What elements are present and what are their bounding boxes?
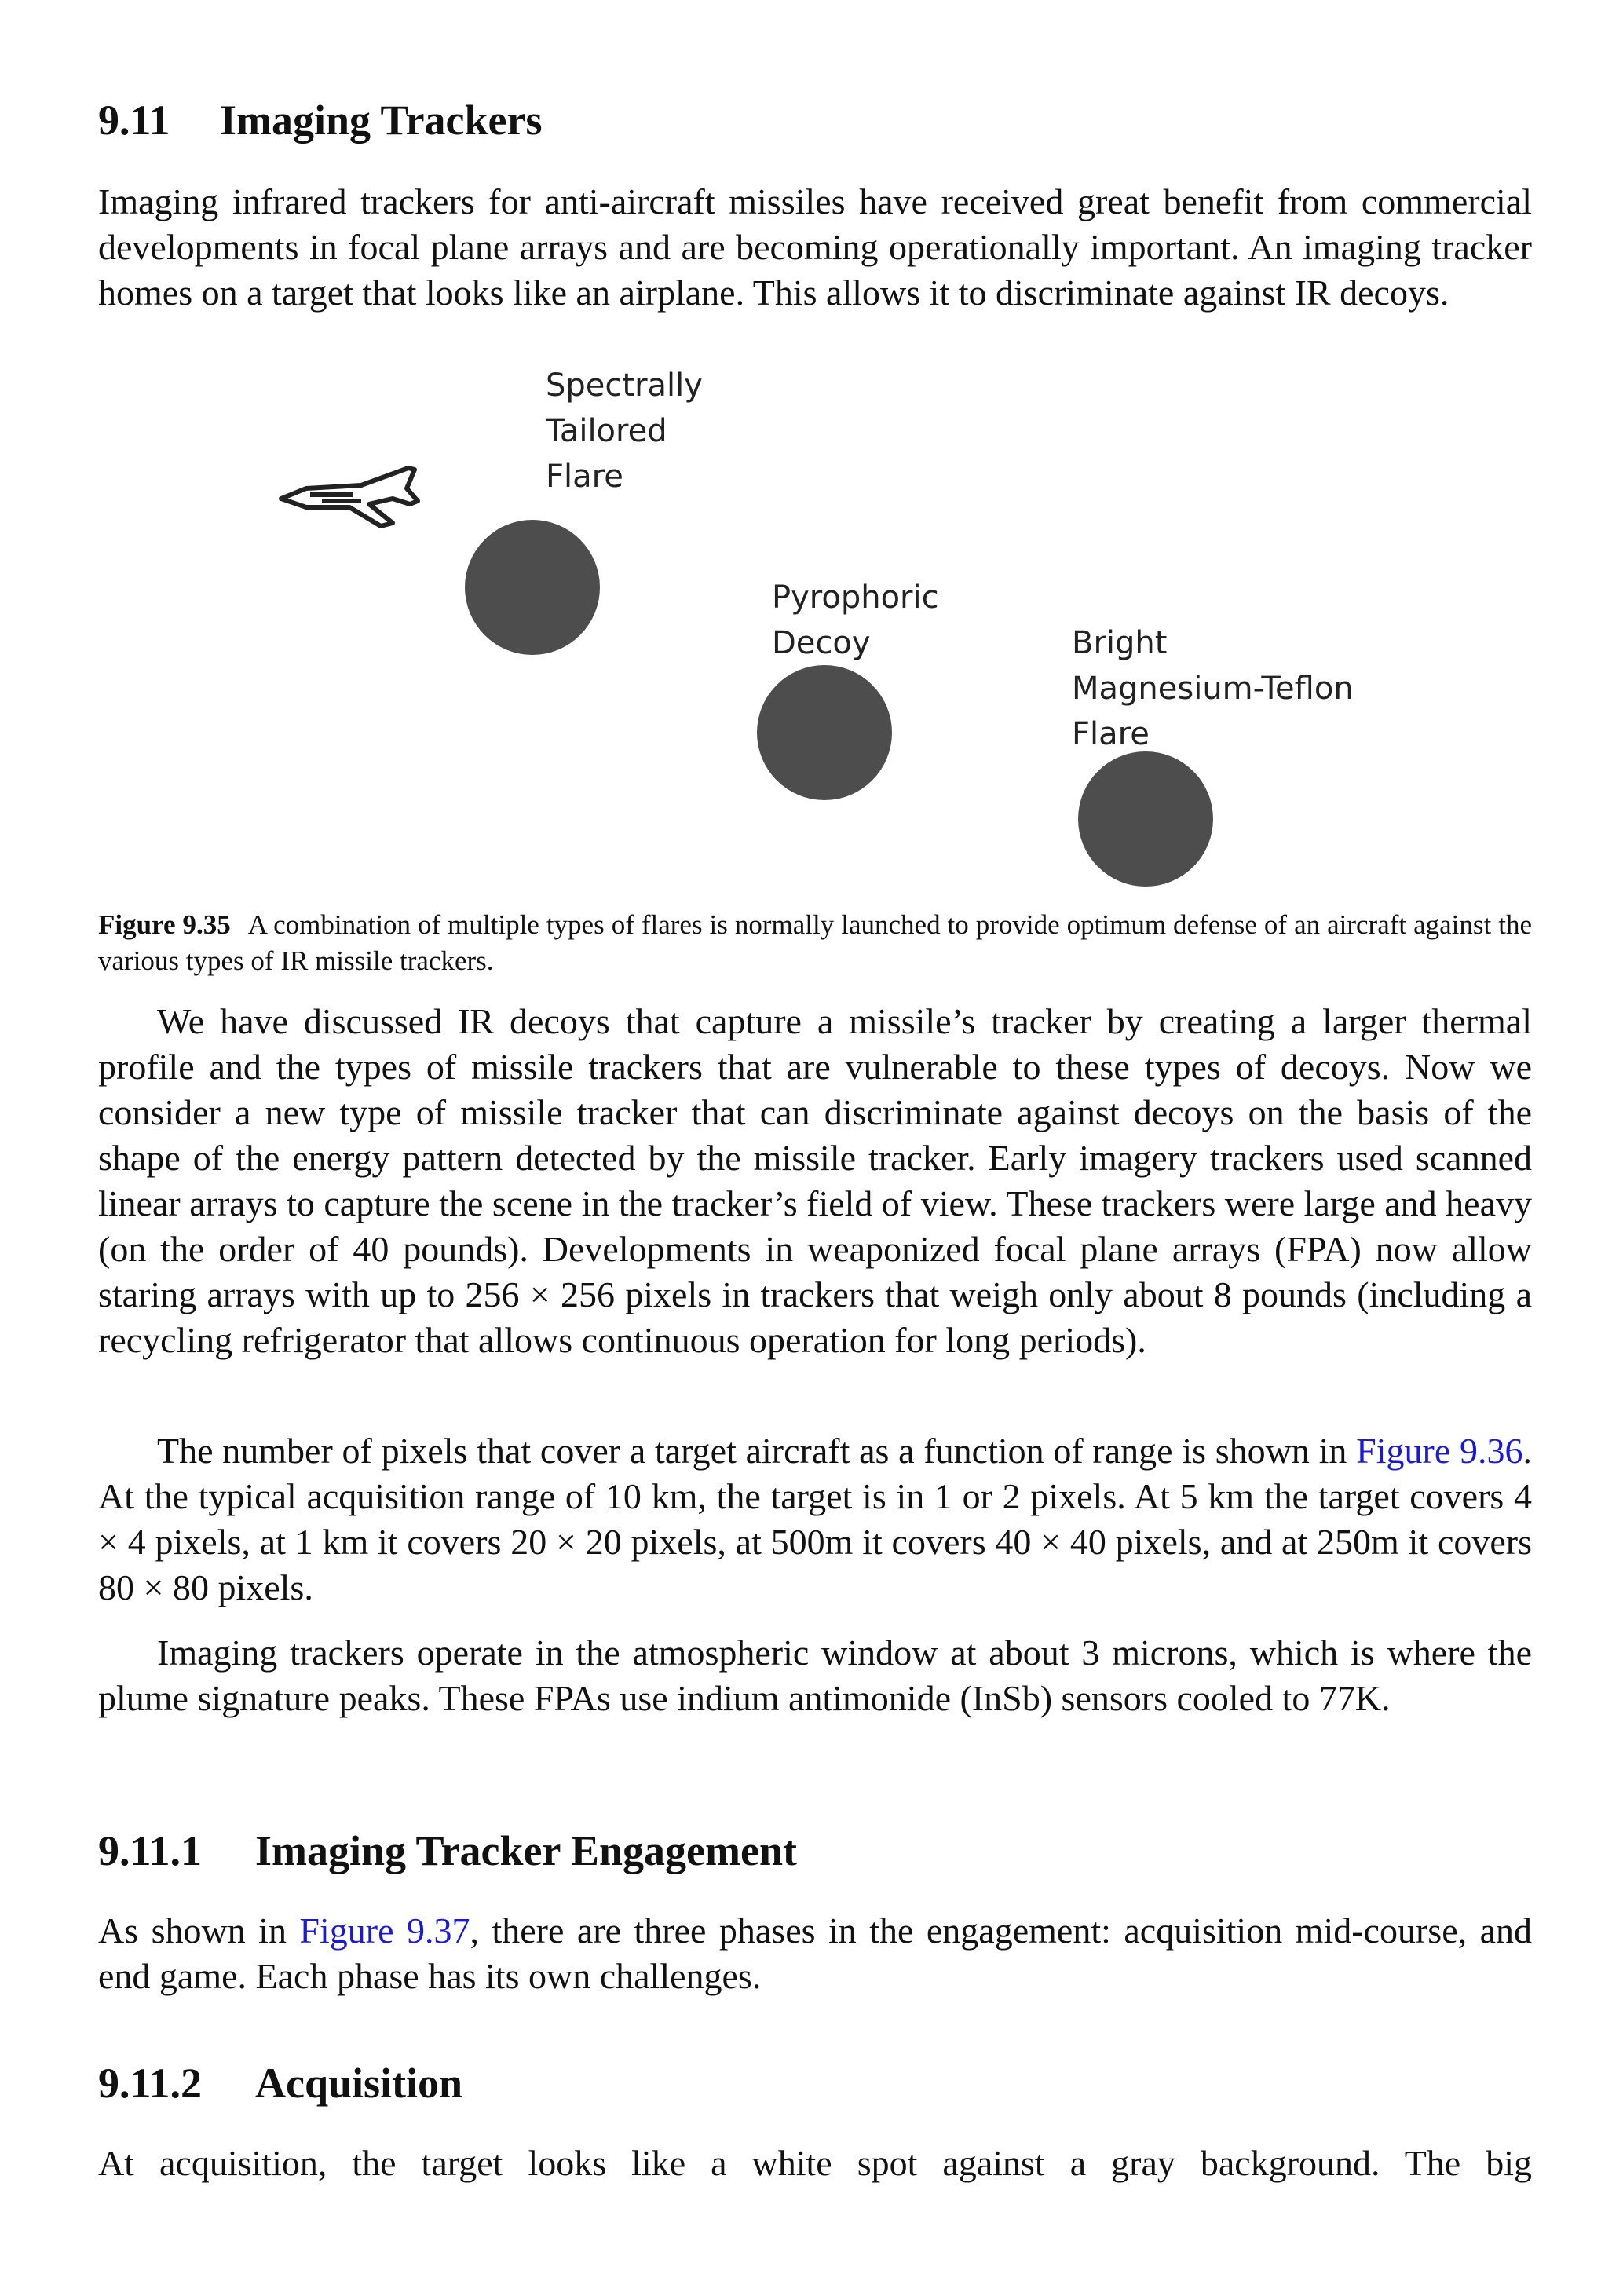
paragraph-engagement: As shown in Figure 9.37, there are three phases in the engagement: acquisition mid-course, and end game. Each phase has its own challenges. [98, 1910, 1532, 1996]
label-magnesium-teflon-flare: Bright Magnesium-Teflon Flare [1072, 625, 1354, 752]
paragraph-pixels: The number of pixels that cover a target aircraft as a function of range is shown in Figure 9.36. At the typical acquisition range of 10 km, the target is in 1 or 2 pixels. At 5 km the target covers 4 × 4 pixels, at 1 km it covers 20 × 20 pixels, at 500m it covers 40 × 40 pixels, and at 250m it covers 80 × 80 pixels. [98, 1431, 1532, 1607]
section-heading-9-11-1 [98, 1826, 797, 1875]
magnesium-teflon-flare [1078, 751, 1213, 887]
section-heading-9-11-2 [98, 2059, 462, 2108]
section-number: 9.11.2 [98, 2060, 203, 2107]
figure-9-36-link[interactable]: Figure 9.36 [1356, 1431, 1523, 1471]
figure-9-35 [98, 361, 1532, 895]
spectrally-tailored-flare [465, 520, 600, 655]
section-number: 9.11.1 [98, 1827, 203, 1874]
caption-text: A combination of multiple types of flares is normally launched to provide optimum defense of an aircraft against the various types of IR missile trackers. [98, 909, 1532, 976]
caption-label: Figure 9.35 [98, 909, 231, 940]
paragraph-acquisition: At acquisition, the target looks like a white spot against a gray background. The big [98, 2143, 1532, 2183]
label-spectrally-tailored-flare: Spectrally Tailored Flare [546, 367, 703, 495]
section-title: Imaging Trackers [220, 97, 543, 144]
figure-caption [98, 907, 1532, 979]
section-title: Imaging Tracker Engagement [255, 1827, 797, 1874]
figure-9-37-link[interactable]: Figure 9.37 [299, 1910, 470, 1951]
paragraph-intro: Imaging infrared trackers for anti-aircraft missiles have received great benefit from commercial developments in focal plane arrays and are becoming operationally important. An imaging tracker homes on a target that looks like an airplane. This allows it to discriminate against IR decoys. [98, 181, 1532, 313]
paragraph-atmospheric: Imaging trackers operate in the atmospheric window at about 3 microns, which is where the plume signature peaks. These FPAs use indium antimonide (InSb) sensors cooled to 77K. [98, 1632, 1532, 1718]
paragraph-decoys: We have discussed IR decoys that capture a missile’s tracker by creating a larger thermal profile and the types of missile trackers that are vulnerable to these types of decoys. Now we consider a new type of missile tracker that can discriminate against decoys on the basis of the shape of the energy pattern detected by the missile tracker. Early imagery trackers used scanned linear arrays to capture the scene in the tracker’s field of view. These trackers were large and heavy (on the order of 40 pounds). Developments in weaponized focal plane arrays (FPA) now allow staring arrays with up to 256 × 256 pixels in trackers that weigh only about 8 pounds (including a recycling refrigerator that allows continuous operation for long periods). [98, 1001, 1532, 1360]
aircraft-icon [275, 455, 440, 534]
label-pyrophoric-decoy: Pyrophoric Decoy [772, 579, 939, 661]
pyrophoric-decoy [757, 665, 892, 800]
section-number: 9.11 [98, 97, 170, 144]
section-title: Acquisition [255, 2060, 463, 2107]
section-heading-9-11 [98, 96, 542, 144]
